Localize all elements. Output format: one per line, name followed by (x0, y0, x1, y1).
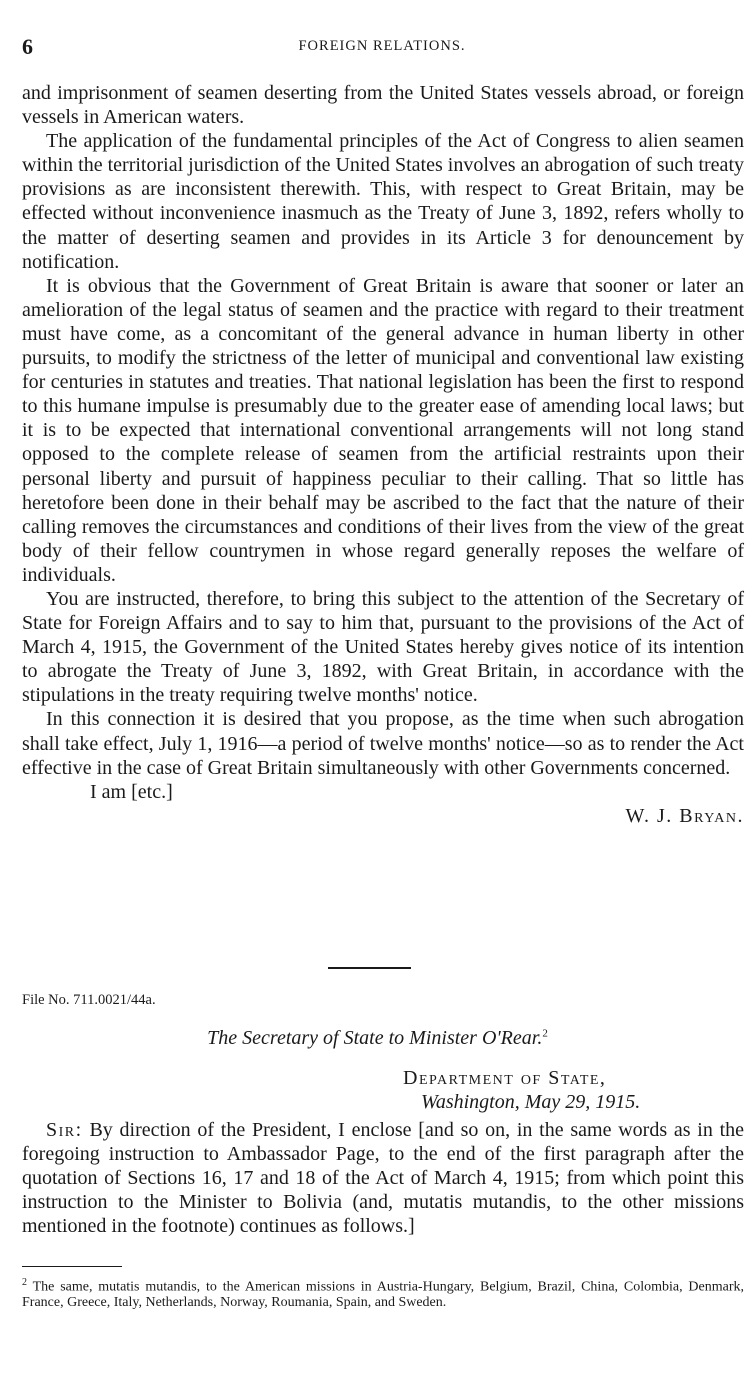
paragraph-seamen-status: It is obvious that the Government of Great Britain is aware that sooner or later an amelioration of the legal status of seamen and the practice with regard to their treatment must have come, as a concomitant of the general advance in human liberty in other pursuits, to modify the strictness of the letter of municipal and conventional law existing for centuries in statutes and treaties. That national legislation has been the first to respond to this humane impulse is presumably due to the greater ease of amending local laws; but it is to be expected that international conventional arrangements will not long stand opposed to the complete release of seamen from the artificial restraints upon their personal liberty and pursuit of happiness peculiar to their calling. That so little has heretofore been done in their behalf may be ascribed to the fact that the nature of their calling removes the circumstances and conditions of their lives from the view of the great body of their fellow countrymen in whose regard generally reposes the welfare of individuals. (22, 274, 744, 586)
letter-text: By direction of the President, I enclose [and so on, in the same words as in the foregoing instruction to Ambassador Page, to the end of the first paragraph after the quotation of Sections 16, 17 and 18 of the Act of March 4, 1915; from which point this instruction to the Minister to Bolivia (and, mutatis mutandis, to the other missions mentioned in the footnote) continues as follows.] (22, 1119, 745, 1238)
paragraph-effective-date: In this connection it is desired that you propose, as the time when such abrogation shall take effect, July 1, 1916—a period of twelve months' notice—so as to render the Act effective in the case of Great Britain simultaneously with other Governments concerned. (22, 708, 744, 779)
running-title: FOREIGN RELATIONS. (298, 38, 466, 54)
signature: W. J. Bryan. (625, 804, 744, 827)
dateline (403, 1066, 743, 1114)
page-header (22, 34, 742, 64)
letter-body (22, 1118, 744, 1238)
salutation: Sir: (46, 1119, 83, 1141)
letter-paragraph (22, 1118, 744, 1238)
footnote-reference: 2 (542, 1027, 548, 1040)
document-heading (0, 1027, 755, 1050)
file-number: File No. 711.0021/44a. (22, 992, 156, 1008)
footnote-text: The same, mutatis mutandis, to the American missions in Austria-Hungary, Belgium, Brazil, China, Colombia, Denmark, France, Greece, Italy, Netherlands, Norway, Roumania, Spain, and Sweden. (22, 1279, 745, 1310)
footnote (22, 1275, 744, 1310)
footnote-number: 2 (22, 1277, 27, 1288)
paragraph-instruction: You are instructed, therefore, to bring this subject to the attention of the Secretary of State for Foreign Affairs and to say to him that, pursuant to the provisions of the Act of March 4, 1915, the Government of the United States hereby gives notice of its intention to abrogate the Treaty of June 3, 1892, with Great Britain, in accordance with the stipulations in the treaty requiring twelve months' notice. (22, 587, 744, 707)
closing-line: I am [etc.] (90, 780, 173, 803)
instruction-body (22, 81, 744, 828)
document-heading-text: The Secretary of State to Minister O'Rear. (207, 1027, 543, 1049)
footnote-divider (22, 1266, 122, 1267)
department-name: Department of State, (403, 1067, 607, 1089)
page-number: 6 (22, 34, 33, 59)
section-divider (328, 967, 411, 969)
place-and-date: Washington, May 29, 1915. (421, 1091, 641, 1113)
paragraph-continuation: and imprisonment of seamen deserting from the United States vessels abroad, or foreign vessels in American waters. (22, 82, 744, 129)
paragraph-treaty-abrogation: The application of the fundamental principles of the Act of Congress to alien seamen within the territorial jurisdiction of the United States involves an abrogation of such treaty provisions as are inconsistent therewith. This, with respect to Great Britain, may be effected without inconvenience inasmuch as the Treaty of June 3, 1892, refers wholly to the matter of deserting seamen and provides in its Article 3 for denouncement by notification. (22, 130, 744, 273)
